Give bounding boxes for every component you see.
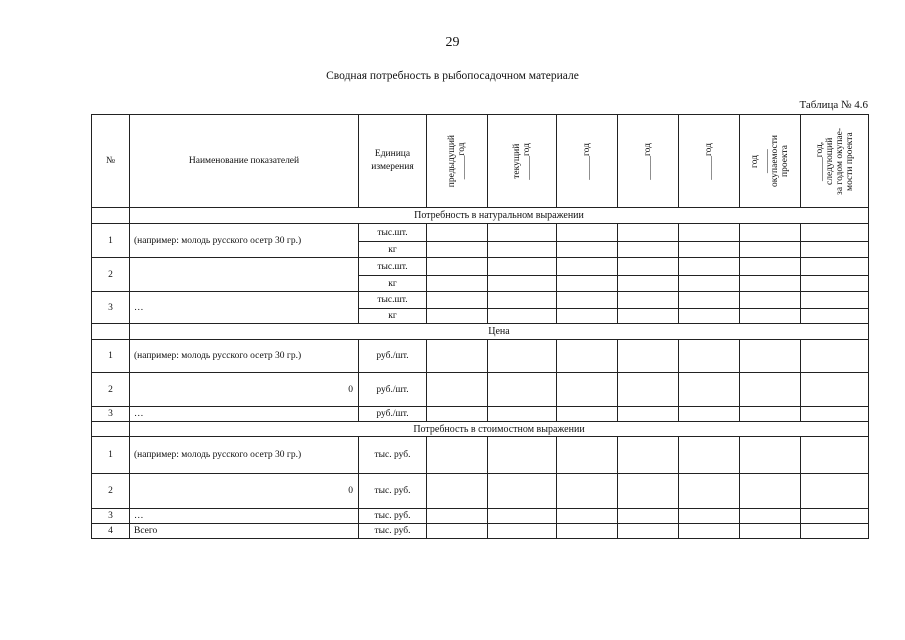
row-unit: тыс.шт. — [359, 224, 427, 242]
value-cell — [557, 474, 618, 509]
value-cell — [427, 309, 488, 324]
row-unit: тыс. руб. — [359, 509, 427, 524]
row-num: 3 — [92, 509, 130, 524]
row-num: 3 — [92, 292, 130, 324]
row-name: (например: молодь русского осетр 30 гр.) — [130, 340, 359, 373]
value-cell — [618, 509, 679, 524]
value-cell — [427, 437, 488, 474]
value-cell — [488, 224, 557, 242]
table-row — [92, 292, 869, 309]
value-cell — [618, 292, 679, 309]
header-name: Наименование показателей — [130, 115, 359, 208]
row-num: 4 — [92, 524, 130, 539]
value-cell — [427, 474, 488, 509]
value-cell — [740, 242, 801, 258]
header-col-year-3 — [557, 115, 618, 208]
header-col-current-year — [488, 115, 557, 208]
section-empty-cell — [92, 324, 130, 340]
header-col-prev-year — [427, 115, 488, 208]
value-cell — [488, 437, 557, 474]
header-col-year-4 — [618, 115, 679, 208]
table-row — [92, 437, 869, 474]
row-name: … — [130, 509, 359, 524]
row-unit: тыс. руб. — [359, 437, 427, 474]
row-name: 0 — [130, 474, 359, 509]
value-cell — [488, 258, 557, 276]
value-cell — [488, 407, 557, 422]
value-cell — [618, 242, 679, 258]
value-cell — [427, 292, 488, 309]
value-cell — [801, 340, 869, 373]
value-cell — [557, 509, 618, 524]
value-cell — [740, 340, 801, 373]
header-num: № — [92, 115, 130, 208]
header-col-label: _____год, следующий за годом окупае- мости проекта — [814, 127, 855, 195]
value-cell — [427, 509, 488, 524]
value-cell — [679, 524, 740, 539]
row-name: Всего — [130, 524, 359, 539]
row-unit: руб./шт. — [359, 373, 427, 407]
header-col-payback-year — [740, 115, 801, 208]
row-num: 1 — [92, 437, 130, 474]
value-cell — [618, 474, 679, 509]
value-cell — [557, 258, 618, 276]
value-cell — [679, 292, 740, 309]
value-cell — [618, 340, 679, 373]
value-cell — [488, 242, 557, 258]
value-cell — [740, 224, 801, 242]
value-cell — [801, 276, 869, 292]
table-row — [92, 407, 869, 422]
value-cell — [488, 292, 557, 309]
table-row — [92, 474, 869, 509]
row-unit: руб./шт. — [359, 407, 427, 422]
value-cell — [679, 437, 740, 474]
row-unit: тыс. руб. — [359, 474, 427, 509]
value-cell — [488, 474, 557, 509]
value-cell — [801, 224, 869, 242]
page-number: 29 — [445, 35, 460, 50]
value-cell — [488, 373, 557, 407]
value-cell — [618, 224, 679, 242]
table-row — [92, 373, 869, 407]
value-cell — [618, 276, 679, 292]
value-cell — [557, 437, 618, 474]
value-cell — [679, 276, 740, 292]
value-cell — [740, 474, 801, 509]
section-row — [92, 422, 869, 437]
value-cell — [427, 258, 488, 276]
value-cell — [488, 524, 557, 539]
value-cell — [618, 373, 679, 407]
value-cell — [488, 309, 557, 324]
row-num: 2 — [92, 474, 130, 509]
value-cell — [801, 474, 869, 509]
value-cell — [679, 258, 740, 276]
header-col-label: текущий _____год — [512, 142, 532, 180]
value-cell — [740, 407, 801, 422]
row-unit: кг — [359, 242, 427, 258]
value-cell — [427, 340, 488, 373]
value-cell — [427, 276, 488, 292]
row-name: (например: молодь русского осетр 30 гр.) — [130, 437, 359, 474]
value-cell — [679, 340, 740, 373]
header-col-after-payback — [801, 115, 869, 208]
row-num: 2 — [92, 373, 130, 407]
row-unit: кг — [359, 309, 427, 324]
value-cell — [557, 276, 618, 292]
value-cell — [557, 292, 618, 309]
value-cell — [557, 309, 618, 324]
value-cell — [679, 224, 740, 242]
header-col-label: _____год — [643, 142, 653, 180]
table-row — [92, 224, 869, 242]
row-name — [130, 258, 359, 292]
value-cell — [801, 309, 869, 324]
value-cell — [740, 524, 801, 539]
section-title-cost: Потребность в стоимостном выражении — [130, 422, 869, 437]
header-row — [92, 115, 869, 208]
value-cell — [618, 258, 679, 276]
value-cell — [557, 373, 618, 407]
value-cell — [488, 509, 557, 524]
row-name: … — [130, 292, 359, 324]
value-cell — [618, 524, 679, 539]
requirements-table — [91, 114, 869, 539]
row-unit: тыс.шт. — [359, 292, 427, 309]
value-cell — [801, 524, 869, 539]
value-cell — [740, 258, 801, 276]
value-cell — [679, 407, 740, 422]
row-num: 1 — [92, 224, 130, 258]
table-row — [92, 509, 869, 524]
table-label: Таблица № 4.6 — [799, 99, 868, 111]
section-row — [92, 324, 869, 340]
section-empty-cell — [92, 422, 130, 437]
row-unit: руб./шт. — [359, 340, 427, 373]
row-num: 3 — [92, 407, 130, 422]
value-cell — [427, 242, 488, 258]
value-cell — [427, 407, 488, 422]
header-col-year-5 — [679, 115, 740, 208]
row-unit: кг — [359, 276, 427, 292]
value-cell — [801, 373, 869, 407]
value-cell — [740, 292, 801, 309]
row-name: … — [130, 407, 359, 422]
value-cell — [618, 437, 679, 474]
value-cell — [679, 474, 740, 509]
value-cell — [557, 407, 618, 422]
header-col-label: год _____ окупаемости проекта — [750, 135, 790, 187]
value-cell — [740, 276, 801, 292]
header-col-label: предыдущий _____год — [447, 134, 467, 188]
table-row — [92, 524, 869, 539]
value-cell — [801, 242, 869, 258]
value-cell — [679, 309, 740, 324]
value-cell — [618, 309, 679, 324]
value-cell — [427, 524, 488, 539]
value-cell — [679, 373, 740, 407]
value-cell — [801, 407, 869, 422]
value-cell — [427, 373, 488, 407]
value-cell — [801, 509, 869, 524]
value-cell — [740, 437, 801, 474]
document-title: Сводная потребность в рыбопосадочном материале — [326, 70, 579, 82]
value-cell — [740, 509, 801, 524]
value-cell — [801, 292, 869, 309]
table-row — [92, 340, 869, 373]
row-unit: тыс.шт. — [359, 258, 427, 276]
value-cell — [679, 509, 740, 524]
value-cell — [801, 258, 869, 276]
row-unit: тыс. руб. — [359, 524, 427, 539]
value-cell — [488, 340, 557, 373]
section-row — [92, 208, 869, 224]
value-cell — [740, 309, 801, 324]
row-num: 2 — [92, 258, 130, 292]
table-row — [92, 258, 869, 276]
value-cell — [557, 242, 618, 258]
value-cell — [801, 437, 869, 474]
section-title-price: Цена — [130, 324, 869, 340]
row-num: 1 — [92, 340, 130, 373]
value-cell — [557, 224, 618, 242]
value-cell — [557, 524, 618, 539]
value-cell — [427, 224, 488, 242]
value-cell — [557, 340, 618, 373]
header-col-label: _____год — [582, 142, 592, 180]
header-col-label: _____год — [704, 142, 714, 180]
value-cell — [679, 242, 740, 258]
section-empty-cell — [92, 208, 130, 224]
row-name: (например: молодь русского осетр 30 гр.) — [130, 224, 359, 258]
value-cell — [488, 276, 557, 292]
header-unit: Единица измерения — [359, 115, 427, 208]
row-name: 0 — [130, 373, 359, 407]
value-cell — [740, 373, 801, 407]
section-title-natural: Потребность в натуральном выражении — [130, 208, 869, 224]
value-cell — [618, 407, 679, 422]
